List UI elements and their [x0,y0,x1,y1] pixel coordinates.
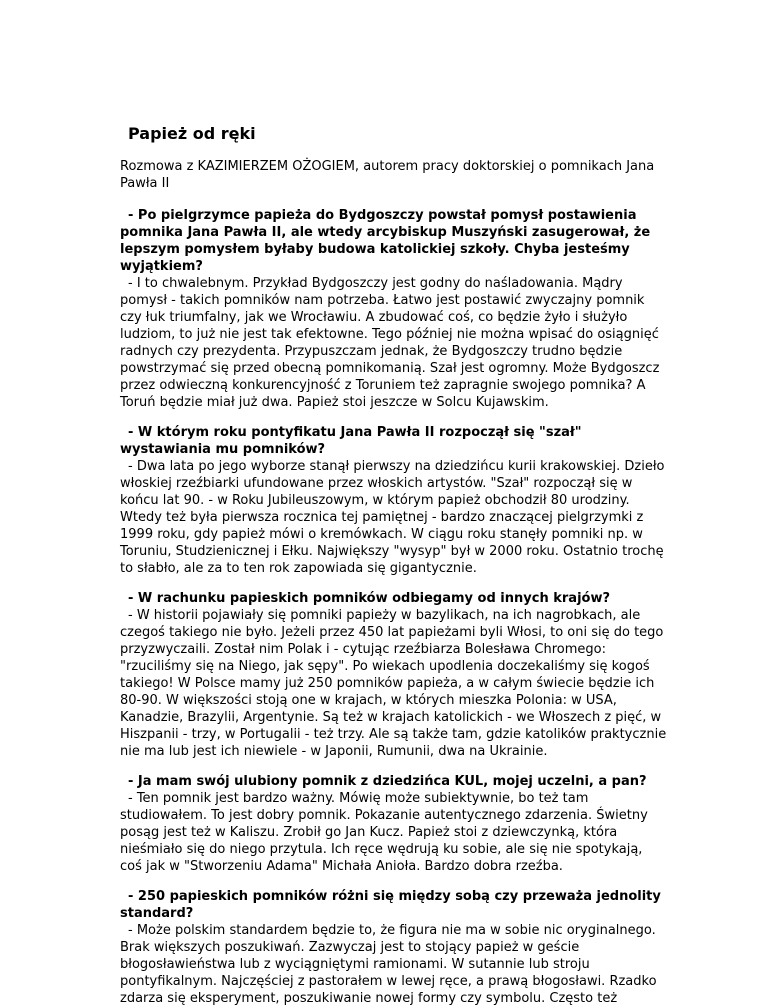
article-intro: Rozmowa z KAZIMIERZEM OŻOGIEM, autorem pracy doktorskiej o pomnikach Jana Pawła II [120,159,655,191]
qa-block-3 [120,590,668,760]
question-5: - 250 papieskich pomników różni się między sobą czy przeważa jednolity standard? [120,889,661,921]
answer-5: - Może polskim standardem będzie to, że figura nie ma w sobie nic oryginalnego. Brak większych poszukiwań. Zazwyczaj jest to stojący papież w geście błogosławieństwa lub z wyciągniętymi ramionami. W sutannie lub stroju pontyfikalnym. Najczęściej z pastorałem w lewej ręce, a prawą błogosławi. Rzadko zdarza się eksperyment, poszukiwanie nowej formy czy symbolu. Często też [120,923,657,1006]
answer-3: - W historii pojawiały się pomniki papieży w bazylikach, na ich nagrobkach, ale czegoś takiego nie było. Jeżeli przez 450 lat papieżami byli Włosi, to oni się do tego przyzwyczaili. Został nim Polak i - cytując rzeźbiarza Bolesława Chromego: "rzuciliśmy się na Niego, jak sępy". Po wiekach upodlenia doczekaliśmy się kogoś takiego! W Polsce mamy już 250 pomników papieża, a w całym świecie będzie ich 80-90. W większości stoją one w krajach, w których mieszka Polonia: w USA, Kanadzie, Brazylii, Argentynie. Są też w krajach katolickich - we Włoszech z pięć, w Hiszpanii - trzy, w Portugalii - też trzy. Ale są także tam, gdzie katolików praktycznie nie ma lub jest ich niewiele - w Japonii, Rumunii, dwa na Ukrainie. [120,608,667,759]
answer-2: - Dwa lata po jego wyborze stanął pierwszy na dziedzińcu kurii krakowskiej. Dzieło włoskiej rzeźbiarki ufundowane przez włoskich artystów. "Szał" rozpoczął się w końcu lat 90. - w Roku Jubileuszowym, w którym papież obchodził 80 urodziny. Wtedy też była pierwsza rocznica tej pamiętnej - bardzo znaczącej pielgrzymki z 1999 roku, gdy papież mówi o kremówkach. W ciągu roku stanęły pomniki np. w Toruniu, Studzienicznej i Ełku. Największy "wysyp" był w 2000 roku. Ostatnio trochę to słabło, ale za to ten rok zapowiada się gigantycznie. [120,459,665,576]
qa-block-1 [120,207,668,411]
qa-block-2 [120,424,668,577]
question-2: - W którym roku pontyfikatu Jana Pawła II rozpoczął się "szał" wystawiania mu pomników? [120,425,582,457]
qa-block-4 [120,773,668,875]
qa-block-5 [120,888,668,1007]
answer-1: - I to chwalebnym. Przykład Bydgoszczy jest godny do naśladowania. Mądry pomysł - takich pomników nam potrzeba. Łatwo jest postawić zwyczajny pomnik czy łuk triumfalny, jak we Wrocławiu. A zbudować coś, co będzie żyło i służyło ludziom, to już nie jest tak efektowne. Tego później nie można wpisać do osiągnięć radnych czy prezydenta. Przypuszczam jednak, że Bydgoszczy trudno będzie powstrzymać się przed obecną pomnikomanią. Szał jest ogromny. Może Bydgoszcz przez odwieczną konkurencyjność z Toruniem też zapragnie swojego pomnika? A Toruń będzie miał już dwa. Papież stoi jeszcze w Solcu Kujawskim. [120,276,660,410]
question-1: - Po pielgrzymce papieża do Bydgoszczy powstał pomysł postawienia pomnika Jana Pawła II, ale wtedy arcybiskup Muszyński zasugerował, że lepszym pomysłem byłaby budowa katolickiej szkoły. Chyba jesteśmy wyjątkiem? [120,208,651,274]
question-4: - Ja mam swój ulubiony pomnik z dziedzińca KUL, mojej uczelni, a pan? [128,774,647,789]
article-title: Papież od ręki [128,124,256,143]
answer-4: - Ten pomnik jest bardzo ważny. Mówię może subiektywnie, bo też tam studiowałem. To jest dobry pomnik. Pokazanie autentycznego zdarzenia. Świetny posąg jest też w Kaliszu. Zrobił go Jan Kucz. Papież stoi z dziewczynką, która nieśmiało się do niego przytula. Ich ręce wędrują ku sobie, ale się nie spotykają, coś jak w "Stworzeniu Adama" Michała Anioła. Bardzo dobra rzeźba. [120,791,648,874]
question-3: - W rachunku papieskich pomników odbiegamy od innych krajów? [128,591,611,606]
